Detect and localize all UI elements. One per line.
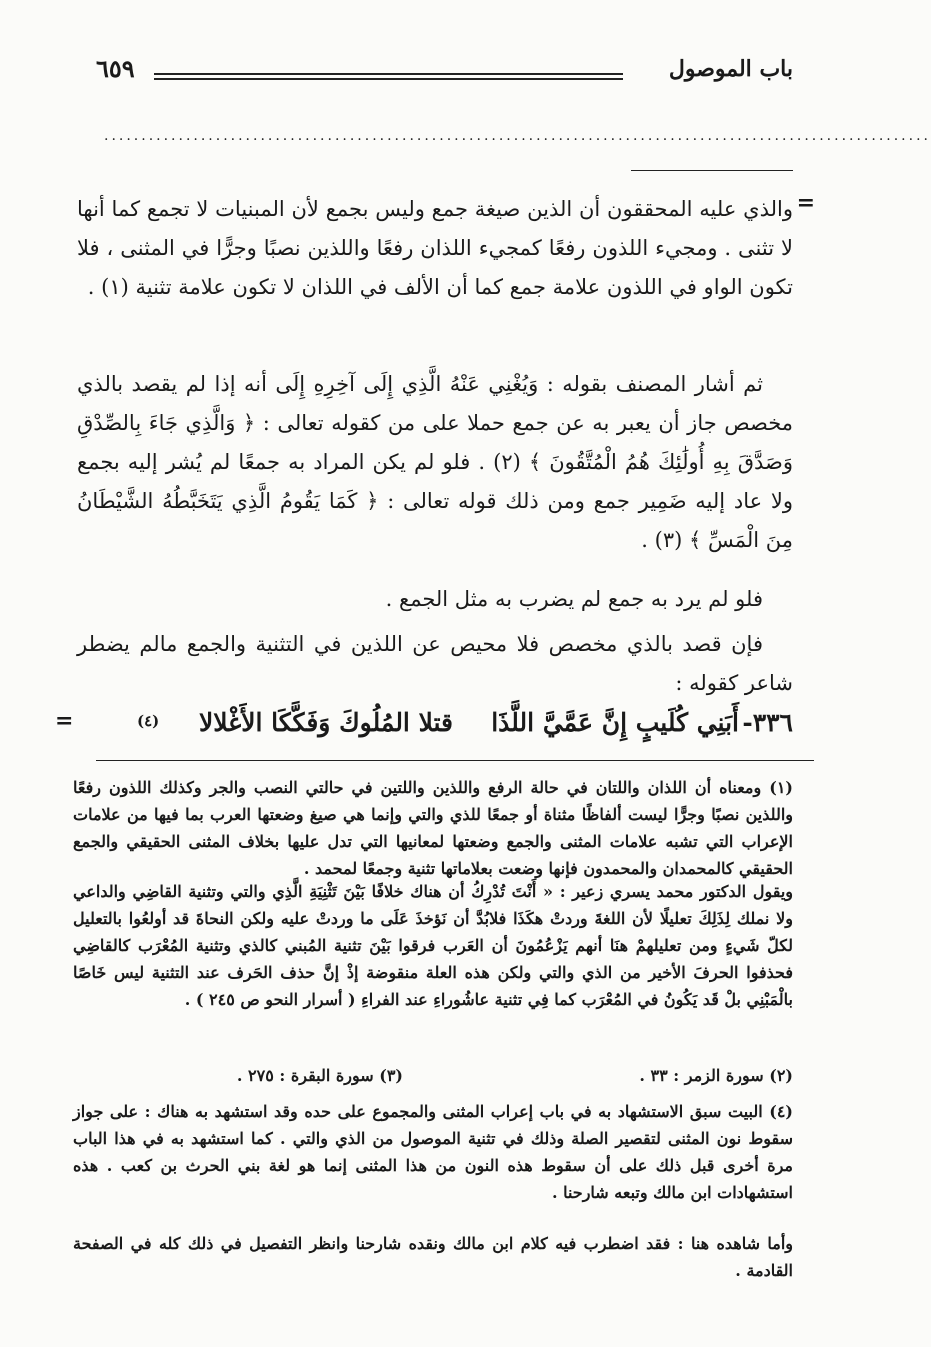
footnote-4: (٤) البيت سبق الاستشهاد به في باب إعراب المثنى والمجموع على حده وقد استشهد به هناك : على جواز سقوط نون المثنى لتقصير الصلة وذلك في تثنية الموصول من الذي والتي . كما استشهد به في هذا الباب مرة أخرى قبل ذلك على أن سقوط هذه النون من هذا المثنى إنما هو لغة بني الحرث بن كعب . هذه استشهادات ابن مالك وتبعه شارحنا . <box>73 1102 794 1202</box>
footnote-3: (٣) سورة البقرة : ٢٧٥ . <box>236 1066 403 1085</box>
verse-number: ٣٣٦- <box>742 708 793 737</box>
footnote-4-continued: وأما شاهده هنا : فقد اضطرب فيه كلام ابن مالك ونقده شارحنا وانظر التفصيل في ذلك كله في الصفحة القادمة . <box>73 1234 793 1280</box>
chapter-title: باب الموصول <box>668 56 793 82</box>
poetry-verse <box>55 708 793 752</box>
verse-hemistich-1: أَبَنِي كُلَيبٍ إِنَّ عَمَّيَّ اللَّذَا <box>491 708 739 737</box>
dotted-separator: ............................................................................................................... <box>104 128 931 144</box>
paragraph-1: والذي عليه المحققون أن الذين صيغة جمع وليس بجمع لأن المبنيات لا تجمع كما أنها لا تثنى . ومجيء اللذون رفعًا كمجيء اللذان رفعًا واللذين نصبًا وجرًّا في المثنى ، فلا تكون الواو في اللذون علامة جمع كما أن الألف في اللذان لا تكون علامة تثنية (١) . <box>77 197 793 299</box>
paragraph-3: فلو لم يرد به جمع لم يضرب به مثل الجمع . <box>385 587 763 611</box>
verse-footnote-ref: (٤) <box>137 712 160 730</box>
footnote-refs-2-3 <box>73 1066 793 1094</box>
paragraph-4: فإن قصد بالذي مخصص فلا محيص عن اللذين في التثنية والجمع مالم يضطر شاعر كقوله : <box>77 632 793 695</box>
page-header <box>96 56 793 96</box>
short-rule <box>631 170 793 171</box>
footnote-1: (١) ومعناه أن اللذان واللتان في حالة الرفع واللذين واللتين في حالتي النصب والجر وكذلك اللذون رفعًا واللذين نصبًا وجرًّا ليست ألفاظًا مثناة أو جمعًا للذي والتي وإنما هي صيغ وضعتها العرب بما فيها من علامات الإعراب التي تشبه علامات المثنى والجمع وضعتها لمعانيها التي تدل عليها بخلاف المثنى الحقيقي والجمع الحقيقي كالمحمدان والمحمدون فإنها وضعت بعلاماتها تثنية وجمعًا لمحمد . <box>73 778 793 878</box>
verse-continuation-mark: = <box>55 708 74 734</box>
footnote-2: (٢) سورة الزمر : ٣٣ . <box>639 1066 793 1085</box>
verse-hemistich-2: قتلا المُلُوكَ وَفَكَّكَا الأَغْلالا <box>198 708 453 737</box>
paragraph-2: ثم أشار المصنف بقوله : وَيُغْنِي عَنْهُ الَّذِي إِلَى آخِرِهِ إِلَى أنه إذا لم يقصد بالذي مخصص جاز أن يعبر به عن جمع حملا على من كقوله تعالى : ﴿ وَالَّذِي جَاءَ بِالصِّدْقِ وَصَدَّقَ بِهِ أُولَٰئِكَ هُمُ الْمُتَّقُونَ ﴾ (٢) . فلو لم يكن المراد به جمعًا لم يُشر إليه بجمع ولا عاد إليه ضَمِير جمع ومن ذلك قوله تعالى : ﴿ كَمَا يَقُومُ الَّذِي يَتَخَبَّطُهُ الشَّيْطَانُ مِنَ الْمَسِّ ﴾ (٣) . <box>77 372 793 552</box>
header-double-rule <box>154 73 623 80</box>
footnote-1-continued: ويقول الدكتور محمد يسري زعير : « أَنْتَ تُدْرِكُ أن هناك خلافًا بَيْنَ تَثْنِيَةِ الَّذِي والتي وتثنية القاضِي والداعي ولا نملك لِذَلِكَ تعليلًا لأن اللغةَ وردتْ هكَذَا فلابُدَّ أن نَؤخذَ عَلَى ما وردتْ عليه ولكن النحاةَ قد أولعُوا بالتعليل لكلّ شَيءٍ ومن تعليلهمْ هنَا أنهم يَزْعُمُونَ أن العَرب فرقوا بَيْنَ تثنية المُبني كالذي وتثنية المُعْرَب كالقاضِي فحذفوا الحرفَ الأخير من الذي والتي ولكن هذه العلة منقوضة إذْ إنَّ حذف الحَرف عند التثنية ليس خَاصًا بالْمَبْنِي بلْ قَد يَكُونُ في المُعْرَب كما فِي تثنية عاشُوراءِ عند الفراءِ ( أسرار النحو ص ٢٤٥ ) . <box>73 882 793 1009</box>
page-number: ٦٥٩ <box>96 54 135 83</box>
continuation-mark: = <box>796 190 815 216</box>
footnote-rule <box>96 760 814 761</box>
